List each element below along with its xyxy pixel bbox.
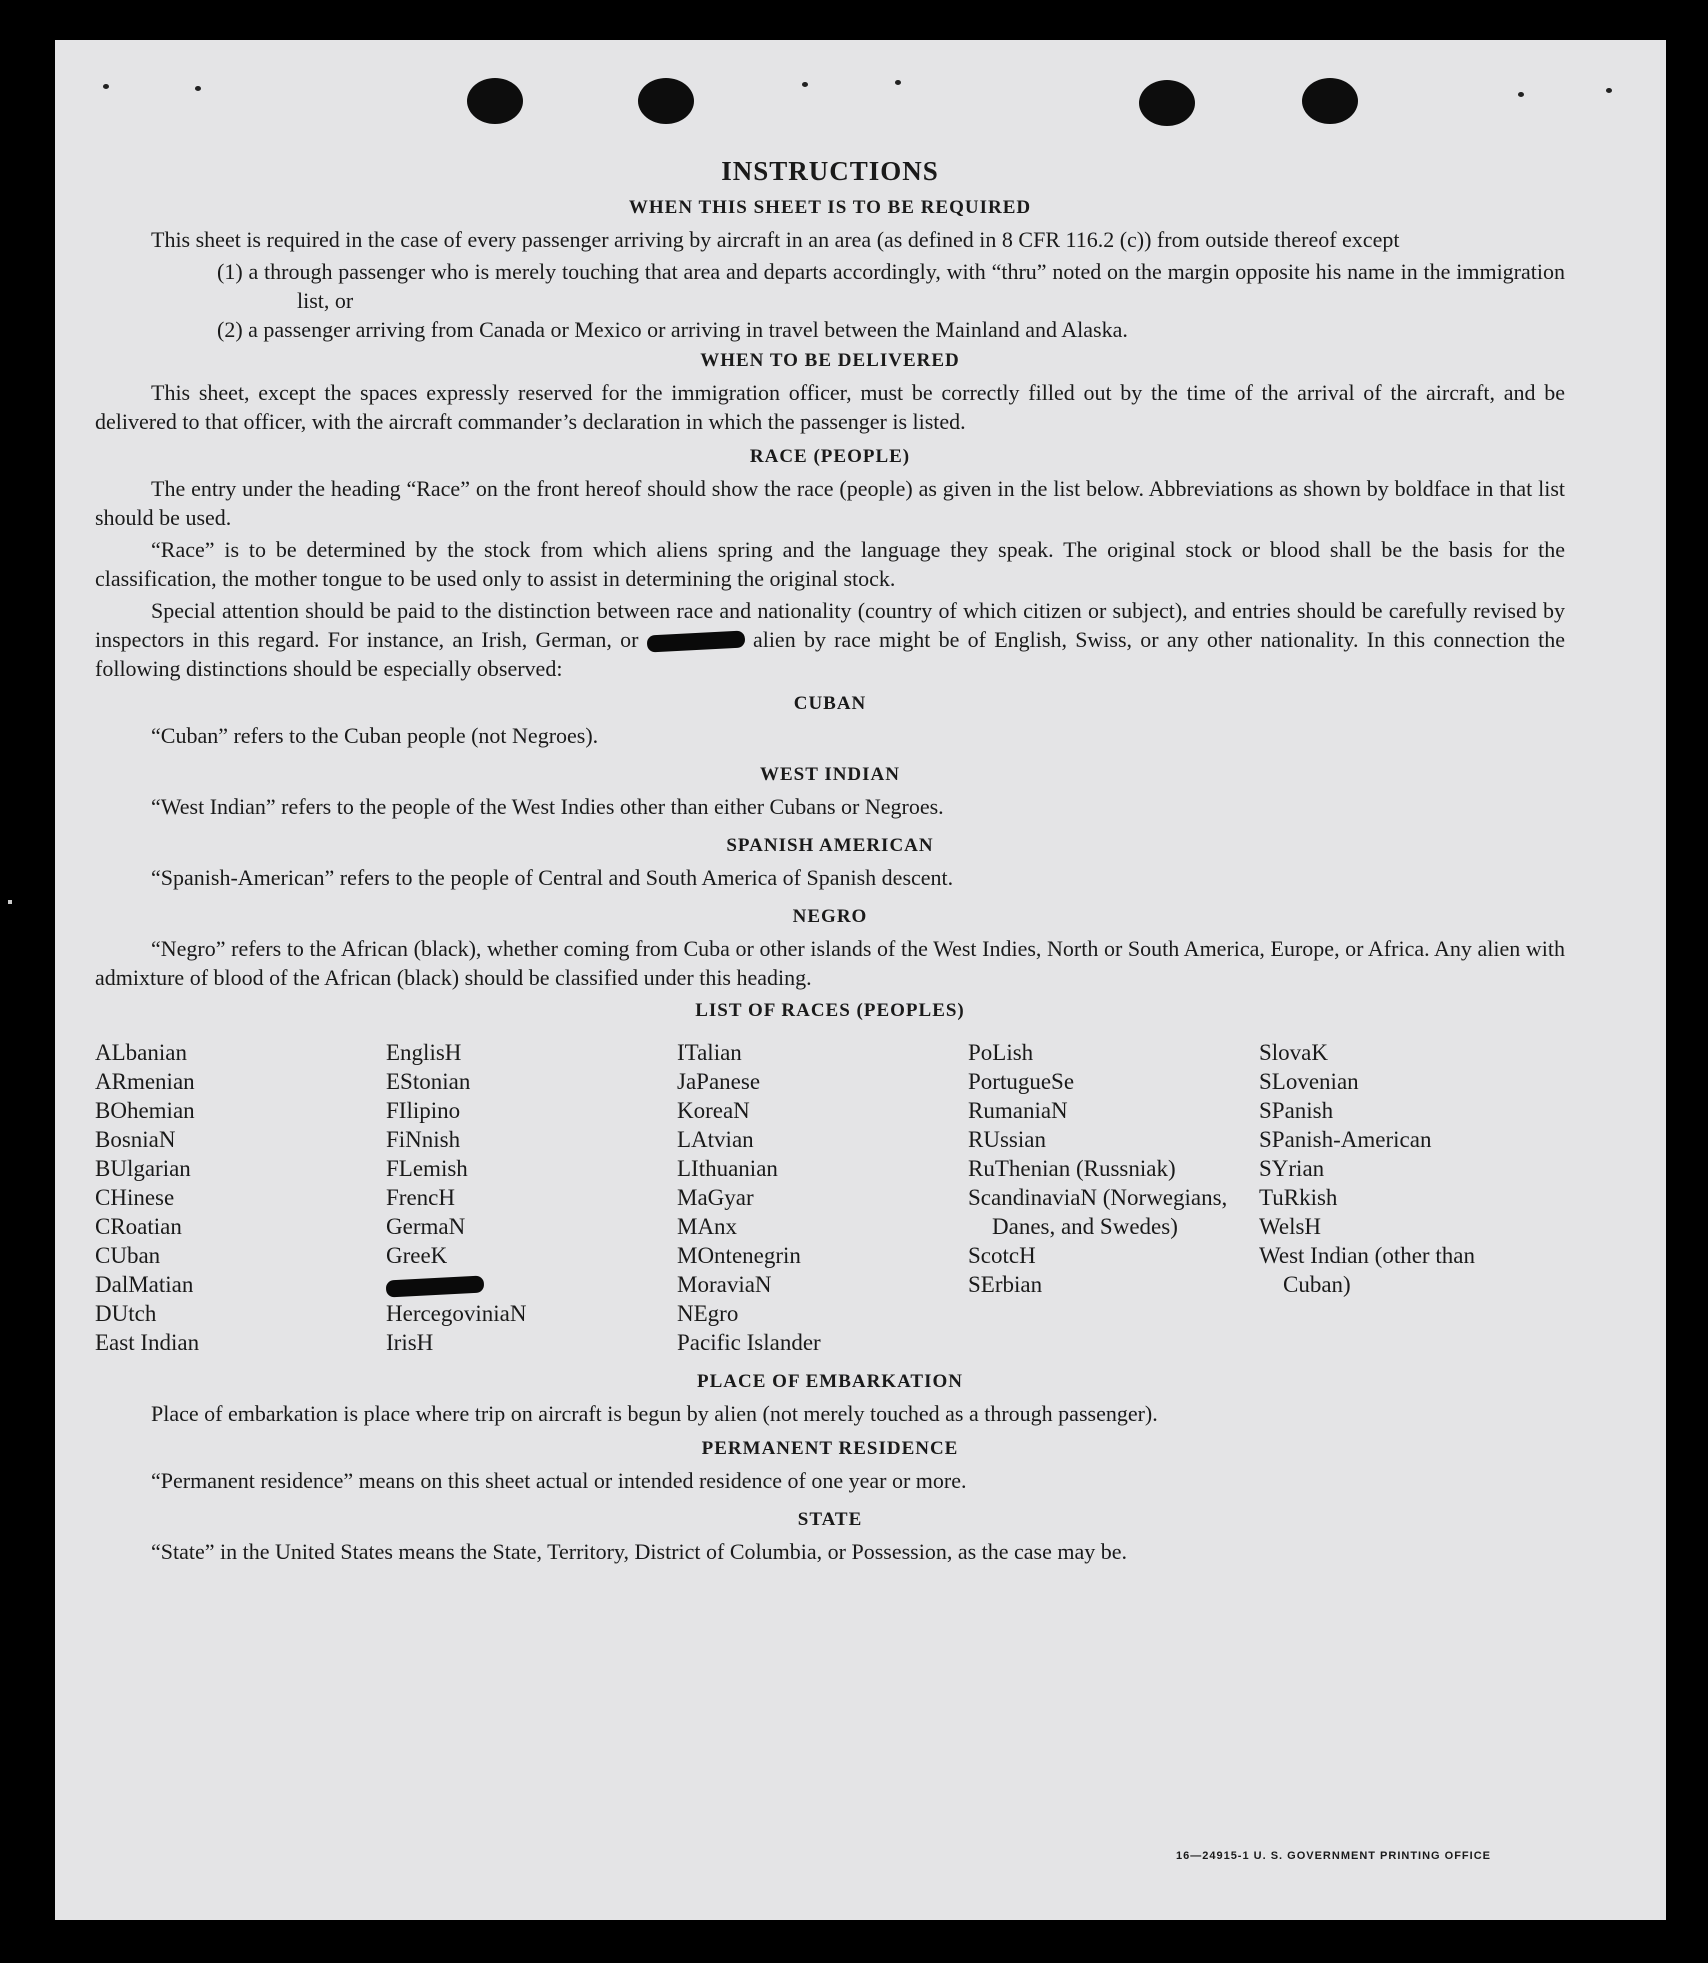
race-entry: FrencH: [386, 1185, 455, 1210]
race-entry: KoreaN: [677, 1098, 750, 1123]
scan-speck: [8, 900, 12, 904]
race-paragraph-3-part-a: Special attention should be paid to the distinction between race and nationality (country of which citizen or subject), and entries should be carefully revised by inspectors in this regard. For instance, an Irish, German, or: [95, 598, 1565, 652]
race-entry: CRoatian: [95, 1214, 182, 1239]
redaction-mark: [386, 1276, 485, 1298]
negro-text: “Negro” refers to the African (black), whether coming from Cuba or other islands of the West Indies, North or South America, Europe, or Africa. Any alien with admixture of blood of the African (black) should be classified under this heading.: [95, 936, 1565, 990]
race-paragraph-2: “Race” is to be determined by the stock from which aliens spring and the language they speak. The original stock or blood shall be the basis for the classification, the mother tongue to be used only to assist in determining the original stock.: [95, 537, 1565, 591]
punch-hole: [1139, 80, 1195, 126]
section-heading-residence: PERMANENT RESIDENCE: [701, 1438, 959, 1459]
redaction-mark: [646, 631, 745, 653]
races-column-1: [95, 1038, 386, 1357]
section-heading-state: STATE: [797, 1509, 863, 1530]
west-indian-text: “West Indian” refers to the people of the West Indies other than either Cubans or Negroes.: [151, 794, 944, 819]
race-entry: Pacific Islander: [677, 1330, 821, 1355]
race-entry: CHinese: [95, 1185, 175, 1210]
race-entry: ScotcH: [968, 1243, 1036, 1268]
race-entry: TuRkish: [1259, 1185, 1338, 1210]
race-entry: HercegoviniaN: [386, 1301, 527, 1326]
scan-speck: [195, 86, 201, 91]
race-entry: GreeK: [386, 1243, 448, 1268]
race-entry: IrisH: [386, 1330, 434, 1355]
races-column-5: [1259, 1038, 1550, 1357]
scan-speck: [103, 84, 109, 89]
race-entry: ALbanian: [95, 1040, 187, 1065]
exception-item-1: (1) a through passenger who is merely touching that area and departs accordingly, with “thru” noted on the margin opposite his name in the immigration list, or: [217, 259, 1565, 313]
race-entry: SErbian: [968, 1272, 1043, 1297]
race-entry: NEgro: [677, 1301, 739, 1326]
race-entry: PoLish: [968, 1040, 1034, 1065]
race-entry: PortugueSe: [968, 1069, 1075, 1094]
race-entry: RUssian: [968, 1127, 1046, 1152]
race-entry: RumaniaN: [968, 1098, 1068, 1123]
race-entry: RuThenian (Russniak): [968, 1156, 1176, 1181]
race-entry: East Indian: [95, 1330, 200, 1355]
race-entry: ARmenian: [95, 1069, 195, 1094]
race-entry: CUban: [95, 1243, 161, 1268]
scan-speck: [895, 80, 901, 85]
punch-hole: [1302, 78, 1358, 124]
races-list: [95, 1038, 1565, 1357]
races-column-3: [677, 1038, 968, 1357]
list-of-races-heading: LIST OF RACES (PEOPLES): [695, 1000, 965, 1021]
spanish-american-text: “Spanish-American” refers to the people of Central and South America of Spanish descent.: [151, 865, 954, 890]
scan-speck: [1606, 88, 1612, 93]
section-heading-negro: NEGRO: [792, 906, 868, 927]
section-heading-embarkation: PLACE OF EMBARKATION: [697, 1371, 963, 1392]
race-entry: MOntenegrin: [677, 1243, 801, 1268]
section-heading-race: RACE (PEOPLE): [749, 446, 911, 467]
race-entry: MoraviaN: [677, 1272, 772, 1297]
race-entry: FiNnish: [386, 1127, 461, 1152]
race-entry: WelsH: [1259, 1214, 1322, 1239]
cuban-text: “Cuban” refers to the Cuban people (not Negroes).: [151, 723, 599, 748]
punch-hole: [467, 78, 523, 124]
exception-item-2: (2) a passenger arriving from Canada or Mexico or arriving in travel between the Mainland and Alaska.: [217, 317, 1128, 342]
race-entry: SLovenian: [1259, 1069, 1359, 1094]
races-column-4: [968, 1038, 1259, 1357]
race-paragraph-3-part-b: alien by race might be of English, Swiss, or any other nationality. In this connection the following distinctions should be especially observed:: [95, 627, 1566, 681]
delivered-text: This sheet, except the spaces expressly reserved for the immigration officer, must be correctly filled out by the time of the arrival of the aircraft, and be delivered to that officer, with the aircraft commander’s declaration in which the passenger is listed.: [95, 380, 1565, 434]
race-entry: EnglisH: [386, 1040, 462, 1065]
race-entry: EStonian: [386, 1069, 471, 1094]
document-page: [55, 40, 1666, 1920]
scan-speck: [802, 82, 808, 87]
race-entry: ITalian: [677, 1040, 742, 1065]
race-entry: JaPanese: [677, 1069, 761, 1094]
state-text: “State” in the United States means the State, Territory, District of Columbia, or Possession, as the case may be.: [151, 1539, 1128, 1564]
page-title: INSTRUCTIONS: [721, 156, 939, 186]
race-entry: SYrian: [1259, 1156, 1325, 1181]
race-entry: MAnx: [677, 1214, 738, 1239]
punch-hole: [638, 78, 694, 124]
scan-speck: [1518, 92, 1524, 97]
section-heading-west-indian: WEST INDIAN: [760, 764, 900, 785]
race-entry: LAtvian: [677, 1127, 754, 1152]
race-paragraph-3: [95, 596, 1565, 683]
race-entry: FIlipino: [386, 1098, 461, 1123]
race-entry: MaGyar: [677, 1185, 754, 1210]
redacted-race-entry: [386, 1270, 677, 1299]
race-entry: West Indian (other than Cuban): [1259, 1243, 1475, 1297]
when-required-intro: This sheet is required in the case of every passenger arriving by aircraft in an area (as defined in 8 CFR 116.2 (c)) from outside thereof except: [151, 227, 1400, 252]
section-heading-when-required: WHEN THIS SHEET IS TO BE REQUIRED: [628, 197, 1032, 218]
race-entry: ScandinaviaN (Norwegians, Danes, and Swedes): [968, 1185, 1228, 1239]
residence-text: “Permanent residence” means on this sheet actual or intended residence of one year or more.: [151, 1468, 967, 1493]
race-entry: BosniaN: [95, 1127, 176, 1152]
instructions-body: [95, 156, 1565, 1569]
race-entry: LIthuanian: [677, 1156, 778, 1181]
race-entry: BOhemian: [95, 1098, 195, 1123]
races-column-2: [386, 1038, 677, 1357]
section-heading-spanish-american: SPANISH AMERICAN: [726, 835, 934, 856]
race-entry: GermaN: [386, 1214, 466, 1239]
race-entry: SlovaK: [1259, 1040, 1328, 1065]
race-entry: BUlgarian: [95, 1156, 191, 1181]
race-entry: DalMatian: [95, 1272, 194, 1297]
race-paragraph-1: The entry under the heading “Race” on the front hereof should show the race (people) as given in the list below. Abbreviations as shown by boldface in that list should be used.: [95, 476, 1565, 530]
section-heading-cuban: CUBAN: [793, 693, 867, 714]
section-heading-delivered: WHEN TO BE DELIVERED: [700, 350, 960, 371]
embarkation-text: Place of embarkation is place where trip on aircraft is begun by alien (not merely touched as a through passenger).: [151, 1401, 1158, 1426]
race-entry: SPanish: [1259, 1098, 1334, 1123]
printing-office-code: 16—24915-1 U. S. GOVERNMENT PRINTING OFFICE: [1175, 1850, 1491, 1862]
race-entry: DUtch: [95, 1301, 157, 1326]
race-entry: FLemish: [386, 1156, 468, 1181]
race-entry: SPanish-American: [1259, 1127, 1432, 1152]
